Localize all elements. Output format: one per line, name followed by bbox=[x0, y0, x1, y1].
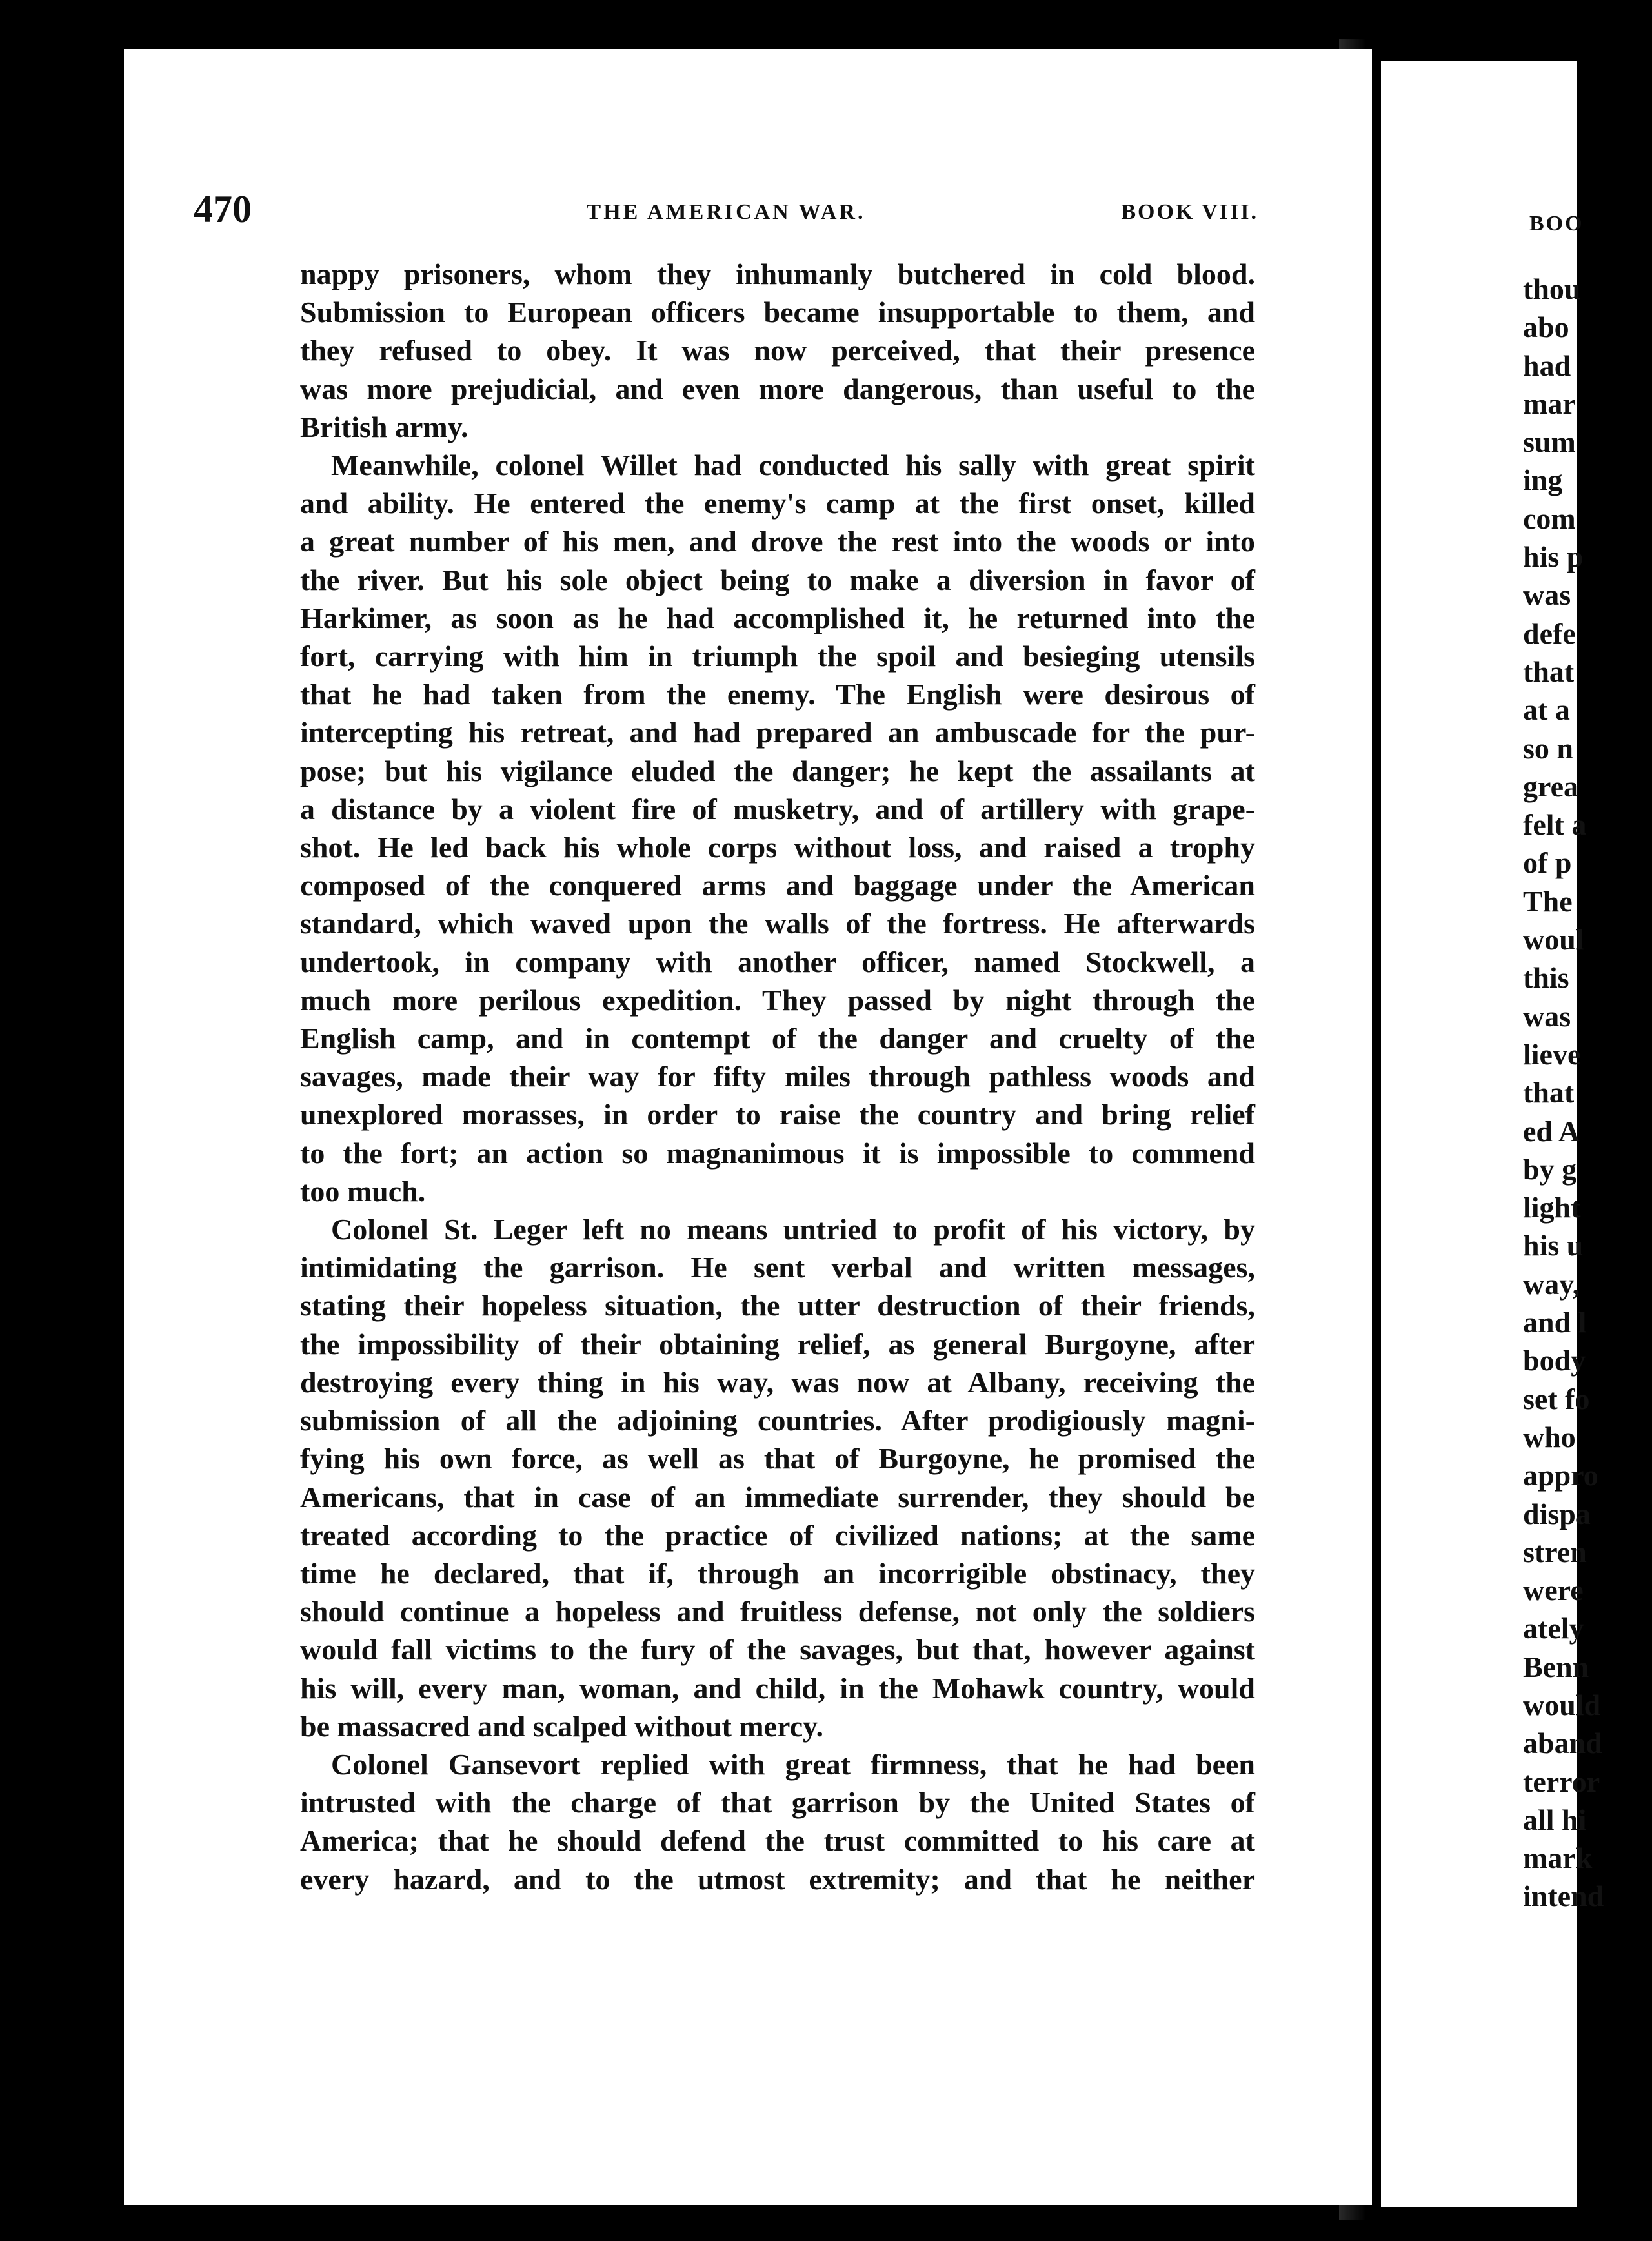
text-line: that he had taken from the enemy. The English were desirous of bbox=[300, 678, 1255, 711]
page-number: 470 bbox=[194, 188, 252, 230]
text-line: Meanwhile, colonel Willet had conducted his sally with great spirit bbox=[331, 449, 1255, 482]
text-line: standard, which waved upon the walls of the fortress. He afterwards bbox=[300, 907, 1255, 940]
text-line-fragment: set fo bbox=[1523, 1382, 1590, 1415]
text-line-fragment: felt a bbox=[1523, 808, 1587, 842]
running-title: THE AMERICAN WAR. bbox=[586, 200, 866, 224]
text-line: too much. bbox=[300, 1174, 426, 1208]
text-line: they refused to obey. It was now perceived, that their presence bbox=[300, 334, 1255, 367]
text-line-fragment: defe bbox=[1523, 616, 1576, 650]
text-line: nappy prisoners, whom they inhumanly butchered in cold blood. bbox=[300, 258, 1255, 290]
text-line: every hazard, and to the utmost extremity; and that he neither bbox=[300, 1862, 1255, 1896]
text-line-fragment: this bbox=[1523, 961, 1569, 995]
text-line: Submission to European officers became insupportable to them, and bbox=[300, 296, 1255, 329]
text-line: treated according to the practice of civilized nations; at the same bbox=[300, 1518, 1255, 1552]
text-line-fragment: by g bbox=[1523, 1152, 1577, 1186]
text-line: and ability. He entered the enemy's camp at the first onset, killed bbox=[300, 487, 1255, 520]
text-line: shot. He led back his whole corps without loss, and raised a trophy bbox=[300, 831, 1255, 864]
text-line-fragment: his p bbox=[1523, 540, 1584, 574]
text-line: stating their hopeless situation, the utter destruction of their friends, bbox=[300, 1289, 1255, 1323]
text-line: composed of the conquered arms and baggage under the American bbox=[300, 869, 1255, 902]
text-line-fragment: way, bbox=[1523, 1267, 1580, 1301]
text-line-fragment: terror bbox=[1523, 1765, 1600, 1798]
text-line: time he declared, that if, through an incorrigible obstinacy, they bbox=[300, 1556, 1255, 1590]
text-line-fragment: so n bbox=[1523, 731, 1573, 765]
text-line: unexplored morasses, in order to raise the country and bring relief bbox=[300, 1098, 1255, 1131]
text-line-fragment: sum bbox=[1523, 425, 1576, 459]
text-line: intimidating the garrison. He sent verbal and written messages, bbox=[300, 1251, 1255, 1284]
text-line: Colonel St. Leger left no means untried to profit of his victory, by bbox=[331, 1213, 1255, 1246]
text-line-fragment: was bbox=[1523, 999, 1571, 1033]
text-line-fragment: woul bbox=[1523, 923, 1584, 957]
text-line: be massacred and scalped without mercy. bbox=[300, 1709, 823, 1743]
running-head bbox=[194, 187, 1258, 232]
text-line: intercepting his retreat, and had prepared an ambuscade for the pur- bbox=[300, 716, 1255, 749]
text-line-fragment: was bbox=[1523, 578, 1571, 612]
text-line-fragment: The bbox=[1523, 884, 1573, 918]
text-line: fying his own force, as well as that of Burgoyne, he promised the bbox=[300, 1442, 1255, 1475]
text-line-fragment: all hi bbox=[1523, 1803, 1587, 1836]
text-line-fragment: ately bbox=[1523, 1612, 1584, 1645]
text-line-fragment: grea bbox=[1523, 769, 1579, 803]
text-line-fragment: lieve bbox=[1523, 1037, 1581, 1071]
text-line: should continue a hopeless and fruitless defense, not only the soldiers bbox=[300, 1595, 1255, 1628]
text-line-fragment: that bbox=[1523, 1076, 1575, 1110]
text-line: America; that he should defend the trust committed to his care at bbox=[300, 1824, 1255, 1858]
text-line-fragment: that bbox=[1523, 654, 1575, 688]
book-label: BOOK VIII. bbox=[1121, 200, 1258, 224]
right-page-text-fragments bbox=[1523, 270, 1652, 1916]
text-line-fragment: thou bbox=[1523, 272, 1581, 305]
right-page-book-label: BOO bbox=[1529, 212, 1584, 236]
text-line: was more prejudicial, and even more dangerous, than useful to the bbox=[300, 372, 1255, 405]
text-line-fragment: mar bbox=[1523, 387, 1576, 420]
text-line: the river. But his sole object being to make a diversion in favor of bbox=[300, 563, 1255, 596]
text-line-fragment: had bbox=[1523, 349, 1571, 382]
text-line: his will, every man, woman, and child, in the Mohawk country, would bbox=[300, 1671, 1255, 1705]
text-line-fragment: mark bbox=[1523, 1841, 1593, 1875]
text-line: to the fort; an action so magnanimous it is impossible to commend bbox=[300, 1136, 1255, 1170]
text-line: much more perilous expedition. They passed by night through the bbox=[300, 983, 1255, 1017]
text-line: destroying every thing in his way, was now at Albany, receiving the bbox=[300, 1365, 1255, 1399]
text-line-fragment: of p bbox=[1523, 846, 1572, 880]
text-line-fragment: intend bbox=[1523, 1880, 1604, 1913]
text-line-fragment: ed A bbox=[1523, 1114, 1580, 1148]
text-line-fragment: com bbox=[1523, 502, 1576, 535]
body-text bbox=[300, 255, 1255, 1898]
text-line: pose; but his vigilance eluded the danger; he kept the assailants at bbox=[300, 754, 1255, 787]
text-line-fragment: and l bbox=[1523, 1306, 1587, 1339]
text-line: Americans, that in case of an immediate surrender, they should be bbox=[300, 1480, 1255, 1514]
text-line-fragment: his u bbox=[1523, 1229, 1584, 1262]
text-line-fragment: aband bbox=[1523, 1727, 1602, 1760]
text-line-fragment: at a bbox=[1523, 693, 1570, 727]
text-line-fragment: Benn bbox=[1523, 1650, 1589, 1683]
text-line: submission of all the adjoining countries. After prodigiously magni- bbox=[300, 1404, 1255, 1437]
text-line: British army. bbox=[300, 410, 468, 443]
text-line: Colonel Gansevort replied with great firmness, that he had been bbox=[331, 1747, 1255, 1781]
text-line: a distance by a violent fire of musketry, and of artillery with grape- bbox=[300, 792, 1255, 826]
text-line-fragment: would bbox=[1523, 1688, 1601, 1721]
text-line-fragment: were bbox=[1523, 1574, 1584, 1607]
text-line-fragment: ing bbox=[1523, 463, 1563, 497]
text-line: would fall victims to the fury of the savages, but that, however against bbox=[300, 1633, 1255, 1667]
text-line-fragment: body bbox=[1523, 1344, 1586, 1377]
text-line-fragment: stren bbox=[1523, 1535, 1587, 1568]
text-line: Harkimer, as soon as he had accomplished it, he returned into the bbox=[300, 601, 1255, 634]
text-line: the impossibility of their obtaining relief, as general Burgoyne, after bbox=[300, 1327, 1255, 1361]
text-line-fragment: appro bbox=[1523, 1459, 1598, 1492]
text-line-fragment: abo bbox=[1523, 310, 1569, 344]
text-line-fragment: who bbox=[1523, 1420, 1576, 1454]
text-line: fort, carrying with him in triumph the spoil and besieging utensils bbox=[300, 640, 1255, 673]
text-line: savages, made their way for fifty miles through pathless woods and bbox=[300, 1060, 1255, 1093]
text-line: intrusted with the charge of that garrison by the United States of bbox=[300, 1786, 1255, 1820]
text-line-fragment: light bbox=[1523, 1191, 1581, 1224]
text-line: a great number of his men, and drove the rest into the woods or into bbox=[300, 525, 1255, 558]
text-line: English camp, and in contempt of the danger and cruelty of the bbox=[300, 1022, 1255, 1055]
text-line-fragment: dispa bbox=[1523, 1497, 1591, 1530]
text-line: undertook, in company with another officer, named Stockwell, a bbox=[300, 945, 1255, 979]
